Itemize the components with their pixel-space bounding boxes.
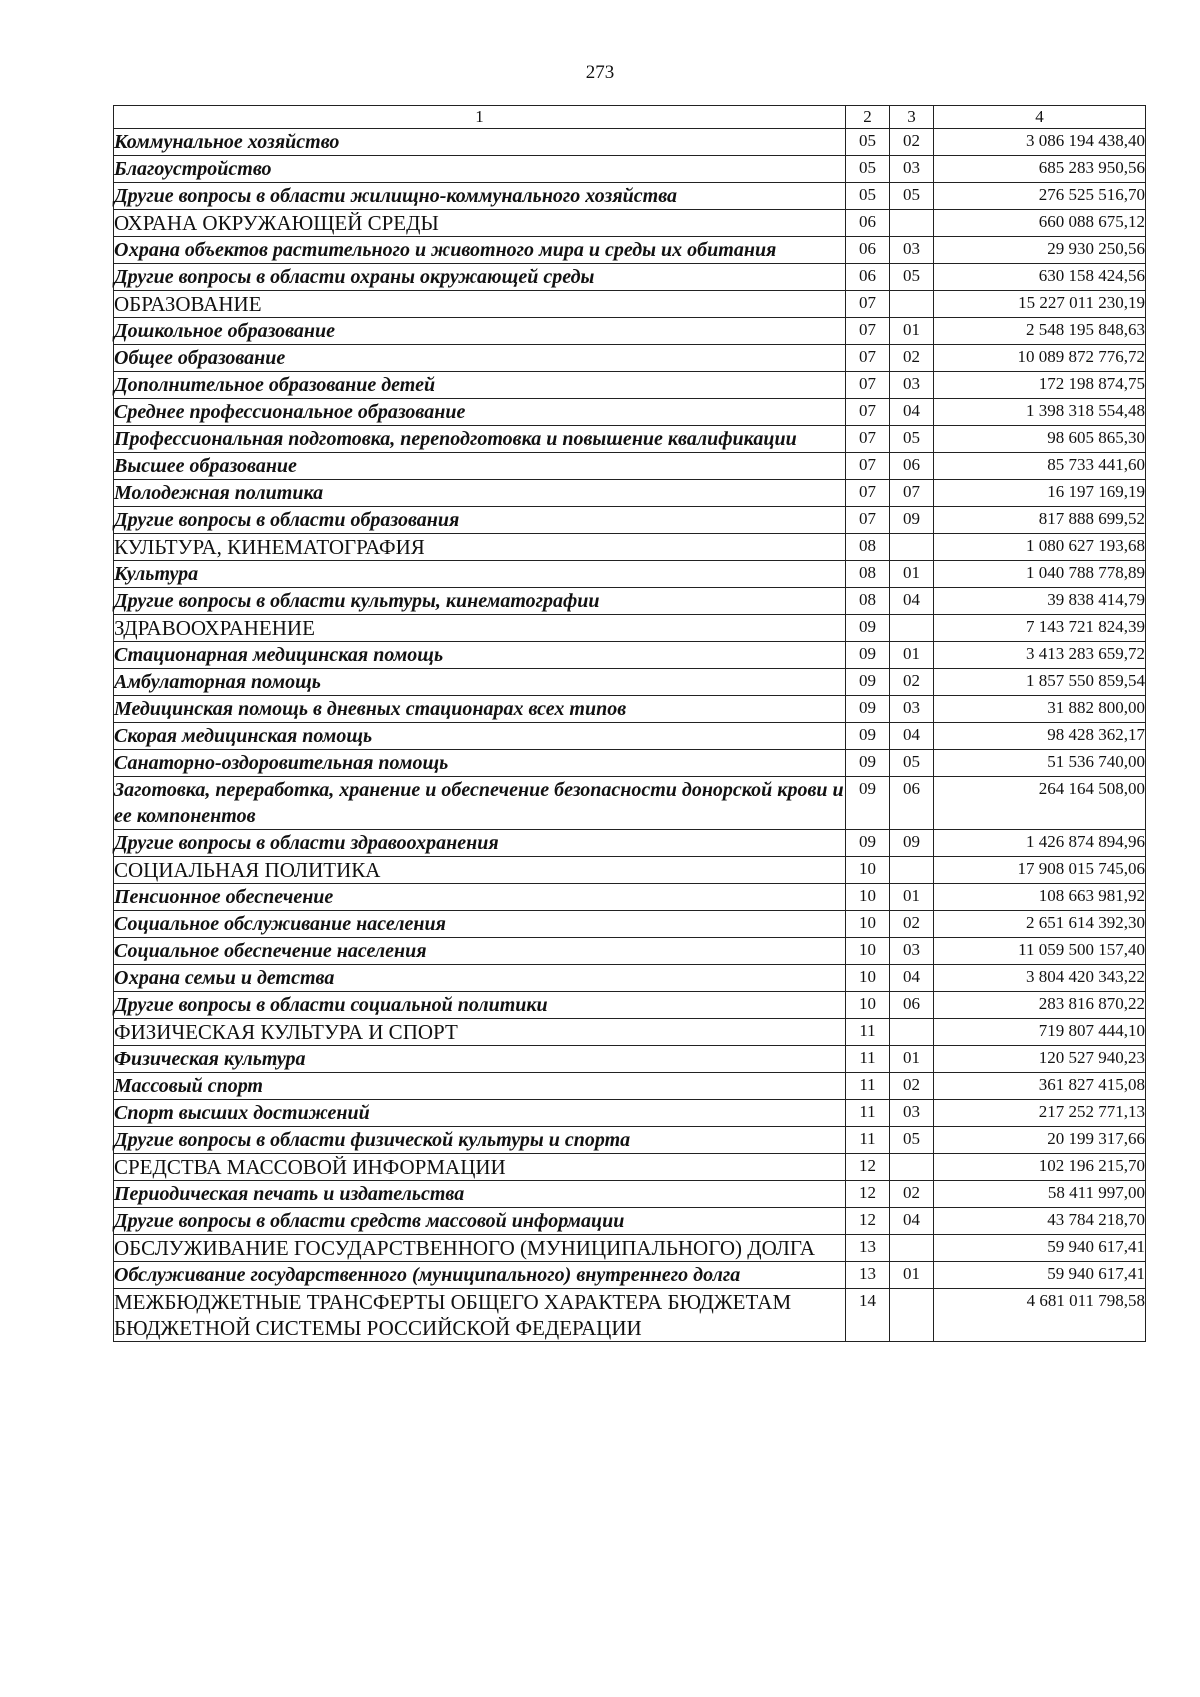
row-section-code: 11 (846, 1019, 890, 1046)
row-section-code: 07 (846, 453, 890, 480)
row-amount: 1 398 318 554,48 (934, 399, 1146, 426)
table-row (114, 750, 1146, 777)
row-subsection-code: 06 (890, 777, 934, 830)
table-row (114, 723, 1146, 750)
row-section-code: 06 (846, 264, 890, 291)
table-row (114, 453, 1146, 480)
table-row (114, 911, 1146, 938)
row-amount: 59 940 617,41 (934, 1262, 1146, 1289)
table-row (114, 615, 1146, 642)
row-amount: 276 525 516,70 (934, 183, 1146, 210)
row-name: Другие вопросы в области средств массовой информации (114, 1208, 846, 1235)
row-subsection-code (890, 210, 934, 237)
row-amount: 20 199 317,66 (934, 1127, 1146, 1154)
row-amount: 11 059 500 157,40 (934, 938, 1146, 965)
row-subsection-code (890, 291, 934, 318)
row-section-code: 11 (846, 1073, 890, 1100)
row-name: Социальное обслуживание населения (114, 911, 846, 938)
row-section-code: 09 (846, 750, 890, 777)
row-section-code: 08 (846, 561, 890, 588)
row-name: Другие вопросы в области образования (114, 507, 846, 534)
row-section-code: 11 (846, 1046, 890, 1073)
row-section-code: 09 (846, 669, 890, 696)
row-amount: 2 548 195 848,63 (934, 318, 1146, 345)
row-amount: 16 197 169,19 (934, 480, 1146, 507)
table-row (114, 1019, 1146, 1046)
table-row (114, 507, 1146, 534)
row-subsection-code: 07 (890, 480, 934, 507)
row-subsection-code: 02 (890, 1181, 934, 1208)
row-amount: 59 940 617,41 (934, 1235, 1146, 1262)
row-section-code: 09 (846, 830, 890, 857)
table-row (114, 588, 1146, 615)
table-row (114, 534, 1146, 561)
row-amount: 17 908 015 745,06 (934, 857, 1146, 884)
row-name: Другие вопросы в области культуры, кинематографии (114, 588, 846, 615)
row-amount: 7 143 721 824,39 (934, 615, 1146, 642)
row-section-code: 08 (846, 588, 890, 615)
row-name: Массовый спорт (114, 1073, 846, 1100)
row-section-code: 12 (846, 1181, 890, 1208)
table-row (114, 372, 1146, 399)
row-amount: 102 196 215,70 (934, 1154, 1146, 1181)
table-row (114, 1181, 1146, 1208)
table-row (114, 426, 1146, 453)
row-name: Скорая медицинская помощь (114, 723, 846, 750)
row-section-code: 07 (846, 345, 890, 372)
table-row (114, 264, 1146, 291)
row-amount: 120 527 940,23 (934, 1046, 1146, 1073)
row-subsection-code: 03 (890, 938, 934, 965)
header-col-1: 1 (114, 106, 846, 129)
row-subsection-code: 02 (890, 1073, 934, 1100)
row-amount: 4 681 011 798,58 (934, 1289, 1146, 1342)
row-amount: 719 807 444,10 (934, 1019, 1146, 1046)
row-section-code: 07 (846, 399, 890, 426)
row-section-code: 08 (846, 534, 890, 561)
row-name: Обслуживание государственного (муниципального) внутреннего долга (114, 1262, 846, 1289)
row-name: Высшее образование (114, 453, 846, 480)
row-subsection-code: 05 (890, 1127, 934, 1154)
row-subsection-code: 04 (890, 1208, 934, 1235)
table-row (114, 561, 1146, 588)
row-amount: 1 426 874 894,96 (934, 830, 1146, 857)
row-name: СОЦИАЛЬНАЯ ПОЛИТИКА (114, 857, 846, 884)
row-section-code: 09 (846, 723, 890, 750)
table-row (114, 938, 1146, 965)
table-row (114, 129, 1146, 156)
header-col-2: 2 (846, 106, 890, 129)
row-section-code: 10 (846, 992, 890, 1019)
row-name: Среднее профессиональное образование (114, 399, 846, 426)
row-section-code: 07 (846, 480, 890, 507)
row-section-code: 06 (846, 237, 890, 264)
row-subsection-code: 04 (890, 723, 934, 750)
row-subsection-code: 01 (890, 318, 934, 345)
row-name: Санаторно-оздоровительная помощь (114, 750, 846, 777)
row-name: Другие вопросы в области охраны окружающей среды (114, 264, 846, 291)
row-name: Другие вопросы в области жилищно-коммунального хозяйства (114, 183, 846, 210)
row-section-code: 14 (846, 1289, 890, 1342)
row-name: ЗДРАВООХРАНЕНИЕ (114, 615, 846, 642)
row-subsection-code: 09 (890, 830, 934, 857)
row-amount: 3 413 283 659,72 (934, 642, 1146, 669)
row-name: ОБРАЗОВАНИЕ (114, 291, 846, 318)
row-section-code: 06 (846, 210, 890, 237)
table-row (114, 857, 1146, 884)
table-row (114, 777, 1146, 830)
table-row (114, 210, 1146, 237)
row-name: Другие вопросы в области здравоохранения (114, 830, 846, 857)
row-amount: 3 086 194 438,40 (934, 129, 1146, 156)
row-amount: 58 411 997,00 (934, 1181, 1146, 1208)
row-amount: 29 930 250,56 (934, 237, 1146, 264)
table-row (114, 830, 1146, 857)
row-amount: 98 428 362,17 (934, 723, 1146, 750)
page-number: 273 (585, 62, 615, 83)
row-subsection-code: 03 (890, 1100, 934, 1127)
row-section-code: 07 (846, 426, 890, 453)
row-amount: 1 080 627 193,68 (934, 534, 1146, 561)
row-name: Охрана семьи и детства (114, 965, 846, 992)
row-name: Коммунальное хозяйство (114, 129, 846, 156)
row-subsection-code: 06 (890, 453, 934, 480)
row-subsection-code: 04 (890, 399, 934, 426)
row-subsection-code: 02 (890, 129, 934, 156)
table-row (114, 156, 1146, 183)
table-row (114, 965, 1146, 992)
row-subsection-code: 02 (890, 669, 934, 696)
row-amount: 217 252 771,13 (934, 1100, 1146, 1127)
table-row (114, 1208, 1146, 1235)
row-subsection-code: 02 (890, 911, 934, 938)
row-subsection-code (890, 857, 934, 884)
row-subsection-code: 01 (890, 642, 934, 669)
row-amount: 3 804 420 343,22 (934, 965, 1146, 992)
table-row (114, 1154, 1146, 1181)
row-amount: 1 857 550 859,54 (934, 669, 1146, 696)
table-header-row (114, 106, 1146, 129)
row-subsection-code: 05 (890, 183, 934, 210)
row-amount: 108 663 981,92 (934, 884, 1146, 911)
row-name: Охрана объектов растительного и животного мира и среды их обитания (114, 237, 846, 264)
row-section-code: 07 (846, 372, 890, 399)
row-name: Медицинская помощь в дневных стационарах всех типов (114, 696, 846, 723)
row-section-code: 13 (846, 1262, 890, 1289)
table-row (114, 291, 1146, 318)
row-amount: 51 536 740,00 (934, 750, 1146, 777)
row-subsection-code: 06 (890, 992, 934, 1019)
row-name: ФИЗИЧЕСКАЯ КУЛЬТУРА И СПОРТ (114, 1019, 846, 1046)
row-amount: 15 227 011 230,19 (934, 291, 1146, 318)
row-amount: 2 651 614 392,30 (934, 911, 1146, 938)
row-name: Физическая культура (114, 1046, 846, 1073)
table-row (114, 1127, 1146, 1154)
row-subsection-code (890, 1289, 934, 1342)
row-name: Дополнительное образование детей (114, 372, 846, 399)
row-amount: 264 164 508,00 (934, 777, 1146, 830)
row-section-code: 13 (846, 1235, 890, 1262)
row-section-code: 11 (846, 1100, 890, 1127)
row-name: Амбулаторная помощь (114, 669, 846, 696)
row-subsection-code (890, 534, 934, 561)
row-section-code: 09 (846, 777, 890, 830)
row-subsection-code: 01 (890, 1046, 934, 1073)
row-subsection-code: 01 (890, 884, 934, 911)
row-name: Культура (114, 561, 846, 588)
row-amount: 85 733 441,60 (934, 453, 1146, 480)
table-row (114, 1100, 1146, 1127)
row-section-code: 07 (846, 291, 890, 318)
row-subsection-code: 05 (890, 750, 934, 777)
table-row (114, 884, 1146, 911)
row-amount: 660 088 675,12 (934, 210, 1146, 237)
row-subsection-code: 03 (890, 237, 934, 264)
table-row (114, 992, 1146, 1019)
row-section-code: 12 (846, 1154, 890, 1181)
row-subsection-code: 04 (890, 965, 934, 992)
table-row (114, 1073, 1146, 1100)
table-row (114, 669, 1146, 696)
row-amount: 31 882 800,00 (934, 696, 1146, 723)
row-subsection-code (890, 1154, 934, 1181)
row-section-code: 10 (846, 857, 890, 884)
table-row (114, 345, 1146, 372)
row-subsection-code (890, 1019, 934, 1046)
row-subsection-code: 09 (890, 507, 934, 534)
table-row (114, 696, 1146, 723)
row-amount: 685 283 950,56 (934, 156, 1146, 183)
table-row (114, 237, 1146, 264)
row-subsection-code: 01 (890, 1262, 934, 1289)
row-name: Благоустройство (114, 156, 846, 183)
row-section-code: 10 (846, 938, 890, 965)
row-name: Стационарная медицинская помощь (114, 642, 846, 669)
row-subsection-code: 03 (890, 372, 934, 399)
row-amount: 172 198 874,75 (934, 372, 1146, 399)
row-subsection-code (890, 1235, 934, 1262)
row-section-code: 07 (846, 507, 890, 534)
row-name: Пенсионное обеспечение (114, 884, 846, 911)
table-row (114, 318, 1146, 345)
row-subsection-code (890, 615, 934, 642)
row-name: ОХРАНА ОКРУЖАЮЩЕЙ СРЕДЫ (114, 210, 846, 237)
row-name: Другие вопросы в области физической культуры и спорта (114, 1127, 846, 1154)
row-subsection-code: 03 (890, 696, 934, 723)
row-section-code: 05 (846, 183, 890, 210)
row-section-code: 12 (846, 1208, 890, 1235)
row-name: Социальное обеспечение населения (114, 938, 846, 965)
row-section-code: 09 (846, 642, 890, 669)
budget-table (113, 105, 1146, 1342)
row-name: Общее образование (114, 345, 846, 372)
header-col-3: 3 (890, 106, 934, 129)
row-section-code: 10 (846, 884, 890, 911)
row-name: КУЛЬТУРА, КИНЕМАТОГРАФИЯ (114, 534, 846, 561)
table-row (114, 480, 1146, 507)
row-section-code: 09 (846, 615, 890, 642)
table-row (114, 1046, 1146, 1073)
row-amount: 10 089 872 776,72 (934, 345, 1146, 372)
row-amount: 1 040 788 778,89 (934, 561, 1146, 588)
row-subsection-code: 04 (890, 588, 934, 615)
row-name: МЕЖБЮДЖЕТНЫЕ ТРАНСФЕРТЫ ОБЩЕГО ХАРАКТЕРА БЮДЖЕТАМ БЮДЖЕТНОЙ СИСТЕМЫ РОССИЙСКОЙ ФЕДЕРАЦИИ (114, 1289, 846, 1342)
row-name: Периодическая печать и издательства (114, 1181, 846, 1208)
row-name: Другие вопросы в области социальной политики (114, 992, 846, 1019)
row-subsection-code: 03 (890, 156, 934, 183)
row-subsection-code: 05 (890, 264, 934, 291)
table-row (114, 642, 1146, 669)
table-row (114, 1235, 1146, 1262)
row-name: Дошкольное образование (114, 318, 846, 345)
row-subsection-code: 01 (890, 561, 934, 588)
table-row (114, 1262, 1146, 1289)
table-row (114, 1289, 1146, 1342)
row-amount: 43 784 218,70 (934, 1208, 1146, 1235)
row-section-code: 05 (846, 156, 890, 183)
row-name: Профессиональная подготовка, переподготовка и повышение квалификации (114, 426, 846, 453)
row-name: СРЕДСТВА МАССОВОЙ ИНФОРМАЦИИ (114, 1154, 846, 1181)
row-amount: 283 816 870,22 (934, 992, 1146, 1019)
row-section-code: 07 (846, 318, 890, 345)
row-amount: 630 158 424,56 (934, 264, 1146, 291)
row-name: Молодежная политика (114, 480, 846, 507)
row-section-code: 11 (846, 1127, 890, 1154)
row-subsection-code: 05 (890, 426, 934, 453)
row-section-code: 10 (846, 965, 890, 992)
row-amount: 98 605 865,30 (934, 426, 1146, 453)
row-amount: 39 838 414,79 (934, 588, 1146, 615)
row-section-code: 10 (846, 911, 890, 938)
row-amount: 361 827 415,08 (934, 1073, 1146, 1100)
row-amount: 817 888 699,52 (934, 507, 1146, 534)
row-name: ОБСЛУЖИВАНИЕ ГОСУДАРСТВЕННОГО (МУНИЦИПАЛЬНОГО) ДОЛГА (114, 1235, 846, 1262)
row-name: Спорт высших достижений (114, 1100, 846, 1127)
table-row (114, 183, 1146, 210)
row-section-code: 09 (846, 696, 890, 723)
row-subsection-code: 02 (890, 345, 934, 372)
row-name: Заготовка, переработка, хранение и обеспечение безопасности донорской крови и ее компонентов (114, 777, 846, 830)
row-section-code: 05 (846, 129, 890, 156)
table-row (114, 399, 1146, 426)
header-col-4: 4 (934, 106, 1146, 129)
